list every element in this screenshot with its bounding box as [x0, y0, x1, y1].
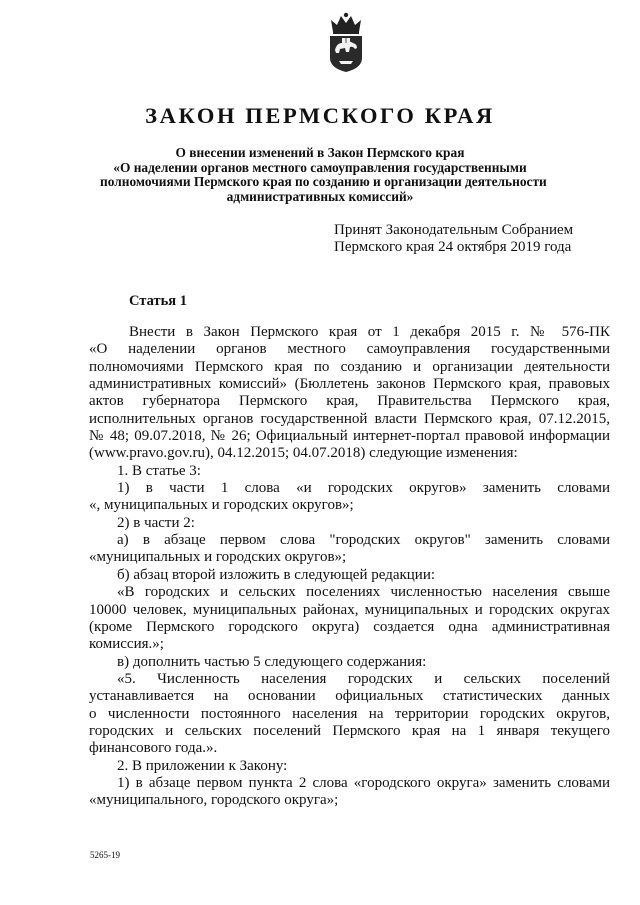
body-line: «5. Численность населения городских и сельских поселений: [117, 670, 610, 687]
article-body: [89, 324, 610, 810]
body-line: 1. В статье 3:: [117, 462, 201, 479]
body-line: комиссия.»;: [89, 636, 164, 653]
body-line: 1) в абзаце первом пункта 2 слова «городского округа» заменить словами: [117, 774, 610, 791]
body-line: а) в абзаце первом слова "городских округов" заменить словами: [117, 532, 610, 549]
body-line: 2) в части 2:: [117, 514, 195, 531]
article-heading: Статья 1: [129, 293, 187, 309]
law-title: ЗАКОН ПЕРМСКОГО КРАЯ: [145, 103, 495, 128]
coat-of-arms-icon: [325, 12, 367, 74]
body-line: о численности постоянного населения на территории городских округов,: [89, 705, 610, 722]
body-line: «муниципального, городского округа»;: [89, 792, 339, 809]
body-line: «О наделении органов местного самоуправления государственными: [89, 341, 610, 358]
body-line: актов губернатора Пермского края, Правительства Пермского края,: [89, 393, 610, 410]
body-line: административных комиссий» (Бюллетень законов Пермского края, правовых: [89, 376, 610, 393]
body-line: «, муниципальных и городских округов»;: [89, 497, 354, 514]
body-line: (кроме Пермского городского округа) создается одна административная: [89, 618, 610, 635]
body-line: «муниципальных и городских округов»;: [89, 549, 347, 566]
body-line: б) абзац второй изложить в следующей редакции:: [117, 566, 436, 583]
body-line: 2. В приложении к Закону:: [117, 757, 288, 774]
adoption-line: Принят Законодательным Собранием: [334, 222, 574, 238]
body-line: № 48; 09.07.2018, № 26; Официальный интернет-портал правовой информации: [89, 428, 610, 445]
document-code: 5265-19: [90, 850, 120, 860]
body-line: финансового года.».: [89, 740, 218, 757]
body-line: «В городских и сельских поселениях численностью населения свыше: [117, 584, 610, 601]
body-line: 10000 человек, муниципальных районах, муниципальных и городских округах: [89, 601, 610, 618]
adoption-line: Пермского края 24 октября 2019 года: [334, 239, 572, 255]
body-line: в) дополнить частью 5 следующего содержания:: [117, 653, 427, 670]
body-line: (www.pravo.gov.ru), 04.12.2015; 04.07.2018) следующие изменения:: [89, 445, 518, 462]
subtitle-line: полномочиями Пермского края по созданию и организации деятельности: [100, 174, 547, 189]
subtitle-line: административных комиссий»: [226, 188, 414, 204]
law-subtitle: [100, 145, 547, 204]
body-line: устанавливается на основании официальных статистических данных: [89, 688, 610, 705]
subtitle-line: «О наделении органов местного самоуправления государственными: [113, 159, 527, 175]
body-line: полномочиями Пермского края по созданию и организации деятельности: [89, 358, 610, 375]
body-line: исполнительных органов государственной власти Пермского края, 07.12.2015,: [89, 410, 610, 427]
body-line: Внести в Закон Пермского края от 1 декабря 2015 г. № 576-ПК: [129, 324, 610, 340]
adoption-note: [334, 222, 573, 256]
subtitle-line: О внесении изменений в Закон Пермского края: [175, 145, 465, 160]
body-line: 1) в части 1 слова «и городских округов» заменить словами: [117, 480, 610, 497]
body-line: городских и сельских поселений Пермского края на 1 января текущего: [89, 722, 610, 739]
